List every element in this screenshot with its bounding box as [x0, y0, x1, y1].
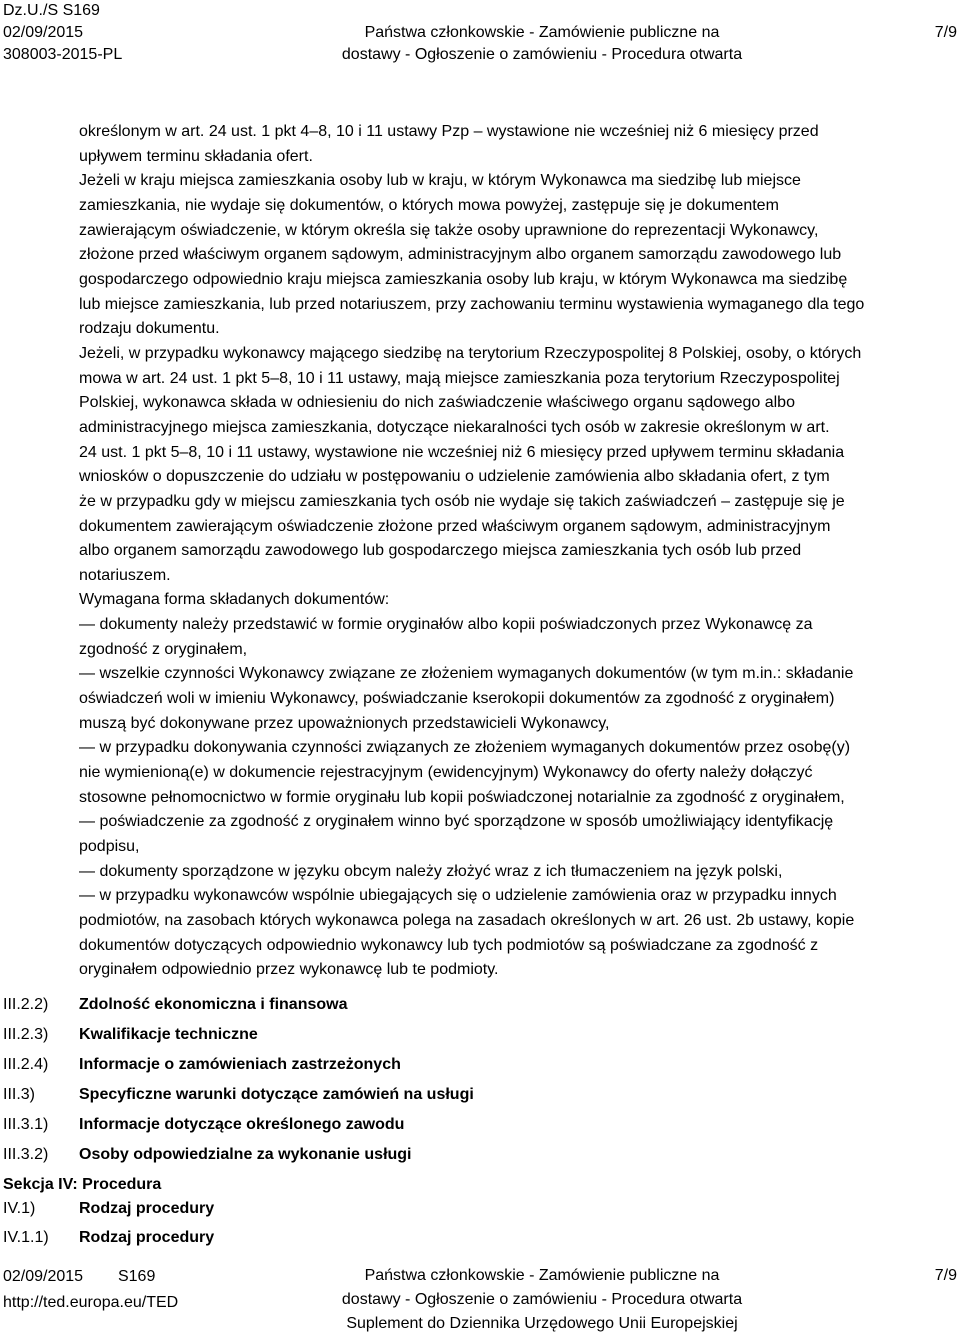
footer-date: 02/09/2015 [3, 1268, 84, 1285]
body-text [79, 120, 951, 983]
section-heading [3, 1143, 903, 1173]
header-date: 02/09/2015 [3, 24, 84, 41]
section-number: III.2.2) [3, 996, 49, 1013]
text-line: zamieszkania, nie wydaje się dokumentów, o których mowa powyżej, zastępuje się je dokumentem [79, 196, 779, 214]
text-line: 24 ust. 1 pkt 5–8, 10 i 11 ustawy, wystawione nie wcześniej niż 6 miesięcy przed upływem terminu składania [79, 443, 845, 461]
text-line: złożone przed właściwym organem sądowym, administracyjnym albo organem samorządu zawodowego lub [79, 246, 842, 264]
text-line: Wymagana forma składanych dokumentów: [79, 591, 390, 609]
section-number: IV.1) [3, 1200, 36, 1217]
section-number: III.3) [3, 1086, 36, 1103]
section-heading [3, 1053, 903, 1083]
text-line: — poświadczenie za zgodność z oryginałem winno być sporządzone w sposób umożliwiający identyfikację [79, 813, 834, 831]
section-title: Specyficzne warunki dotyczące zamówień na usługi [79, 1086, 474, 1103]
text-line: — dokumenty należy przedstawić w formie oryginałów albo kopii poświadczonych przez Wykonawcę za [79, 616, 813, 634]
text-line: — dokumenty sporządzone w języku obcym należy złożyć wraz z ich tłumaczeniem na język polski, [79, 862, 783, 880]
text-line: — w przypadku wykonawców wspólnie ubiegających się o udzielenie zamówienia oraz w przypadku innych [79, 887, 837, 905]
text-line: administracyjnego miejsca zamieszkania, dotyczące niekaralności tych osób w zakresie określonym w art. [79, 418, 830, 436]
section-title: Osoby odpowiedzialne za wykonanie usługi [79, 1146, 412, 1163]
text-line: wniosków o dopuszczenie do udziału w postępowaniu o udzielenie zamówienia albo składania ofert, z tym [79, 468, 830, 486]
section-heading [3, 1226, 903, 1255]
text-line: mowa w art. 24 ust. 1 pkt 5–8, 10 i 11 ustawy, mają miejsce zamieszkania poza terytorium Rzeczypospolitej [79, 369, 840, 387]
text-line: upływem terminu składania ofert. [79, 147, 313, 165]
section-title: Zdolność ekonomiczna i finansowa [79, 996, 348, 1013]
header-page-number: 7/9 [934, 24, 957, 41]
header-title-line1: Państwa członkowskie - Zamówienie publiczne na [364, 24, 720, 41]
section-title: Informacje dotyczące określonego zawodu [79, 1116, 405, 1133]
header-meta [3, 0, 122, 66]
section-list [3, 993, 903, 1255]
text-line: nie wymienioną(e) w dokumencie rejestracyjnym (ewidencyjnym) Wykonawcy do oferty należy dołączyć [79, 764, 813, 782]
footer-meta [3, 1264, 178, 1316]
footer-page-number: 7/9 [934, 1267, 957, 1284]
section-title: Kwalifikacje techniczne [79, 1026, 258, 1043]
text-line: — w przypadku dokonywania czynności związanych ze złożeniem wymaganych dokumentów przez osobę(y) [79, 739, 851, 757]
text-line: lub miejsce zamieszkania, lub przed notariuszem, przy zachowaniu terminu wystawienia wymaganego dla tego [79, 295, 865, 313]
footer-url: http://ted.europa.eu/TED [3, 1294, 179, 1311]
text-line: muszą być dokonywane przez upoważnionych przedstawicieli Wykonawcy, [79, 714, 610, 732]
text-line: notariuszem. [79, 566, 171, 584]
section-heading [3, 1023, 903, 1053]
section-number: III.2.4) [3, 1056, 49, 1073]
section-heading [3, 1113, 903, 1143]
text-line: Jeżeli, w przypadku wykonawcy mającego siedzibę na terytorium Rzeczypospolitej 8 Polskiej, osoby, o których [79, 344, 862, 362]
text-line: określonym w art. 24 ust. 1 pkt 4–8, 10 i 11 ustawy Pzp – wystawione nie wcześniej niż 6 miesięcy przed [79, 123, 819, 140]
text-line: rodzaju dokumentu. [79, 320, 220, 338]
journal-ref: Dz.U./S S169 [3, 2, 100, 19]
section-heading [3, 1083, 903, 1113]
text-line: podmiotów, na zasobach których wykonawca polega na zasadach określonych w art. 26 ust. 2b ustawy, kopie [79, 912, 855, 929]
text-line: dokumentów dotyczących odpowiednio wykonawcy lub tych podmiotów są poświadczane za zgodność z [79, 936, 819, 954]
section-number: IV.1.1) [3, 1229, 49, 1246]
text-line: Polskiej, wykonawca składa w odniesieniu do nich zaświadczenie właściwego organu sądowego albo [79, 394, 795, 412]
section-heading [3, 993, 903, 1023]
text-line: — wszelkie czynności Wykonawcy związane ze złożeniem wymaganych dokumentów (w tym m.in.: składanie [79, 665, 854, 683]
section-title: Rodzaj procedury [79, 1200, 215, 1217]
text-line: zawierającym oświadczenie, w którym określa się także osoby uprawnione do reprezentacji Wykonawcy, [79, 221, 819, 239]
section-title: Rodzaj procedury [79, 1229, 215, 1246]
text-line: oryginałem odpowiednio przez wykonawcę lub te podmioty. [79, 961, 499, 979]
section-number: III.2.3) [3, 1026, 49, 1043]
footer-series: S169 [117, 1268, 156, 1285]
header-title-line2: dostawy - Ogłoszenie o zamówieniu - Procedura otwarta [341, 46, 743, 63]
document-id: 308003-2015-PL [3, 46, 123, 63]
footer-date-series [3, 1264, 178, 1290]
header-title [330, 22, 754, 66]
text-line: że w przypadku gdy w miejscu zamieszkania tych osób nie wydaje się takich zaświadczeń – zastępuje się je [79, 492, 845, 510]
text-line: albo organem samorządu zawodowego lub gospodarczego miejsca zamieszkania tych osób lub przed [79, 542, 802, 560]
text-line: gospodarczego odpowiednio kraju miejsca zamieszkania osoby lub kraju, w którym Wykonawca ma siedzibę [79, 270, 848, 288]
section-title: Informacje o zamówieniach zastrzeżonych [79, 1056, 401, 1073]
text-line: stosowne pełnomocnictwo w formie oryginału lub kopii poświadczonej notarialnie za zgodność z oryginałem, [79, 788, 845, 806]
text-line: Jeżeli w kraju miejsca zamieszkania osoby lub w kraju, w którym Wykonawca ma siedzibę lub miejsce [79, 172, 801, 190]
text-line: podpisu, [79, 838, 140, 856]
section-number: III.3.2) [3, 1146, 49, 1163]
text-line: dokumentem zawierającym oświadczenie złożone przed właściwym organem sądowym, administracyjnym [79, 517, 831, 535]
footer-title-line1: Państwa członkowskie - Zamówienie publiczne na [364, 1267, 720, 1284]
section-number: III.3.1) [3, 1116, 49, 1133]
footer-title [290, 1264, 794, 1336]
footer-title-line3: Suplement do Dziennika Urzędowego Unii Europejskiej [346, 1315, 738, 1332]
footer-title-line2: dostawy - Ogłoszenie o zamówieniu - Procedura otwarta [341, 1291, 743, 1308]
section-heading [3, 1197, 903, 1226]
text-line: oświadczeń woli w imieniu Wykonawcy, poświadczanie kserokopii dokumentów za zgodność z oryginałem) [79, 690, 835, 708]
text-line: zgodność z oryginałem, [79, 640, 248, 658]
section-iv-heading: Sekcja IV: Procedura [3, 1176, 162, 1193]
